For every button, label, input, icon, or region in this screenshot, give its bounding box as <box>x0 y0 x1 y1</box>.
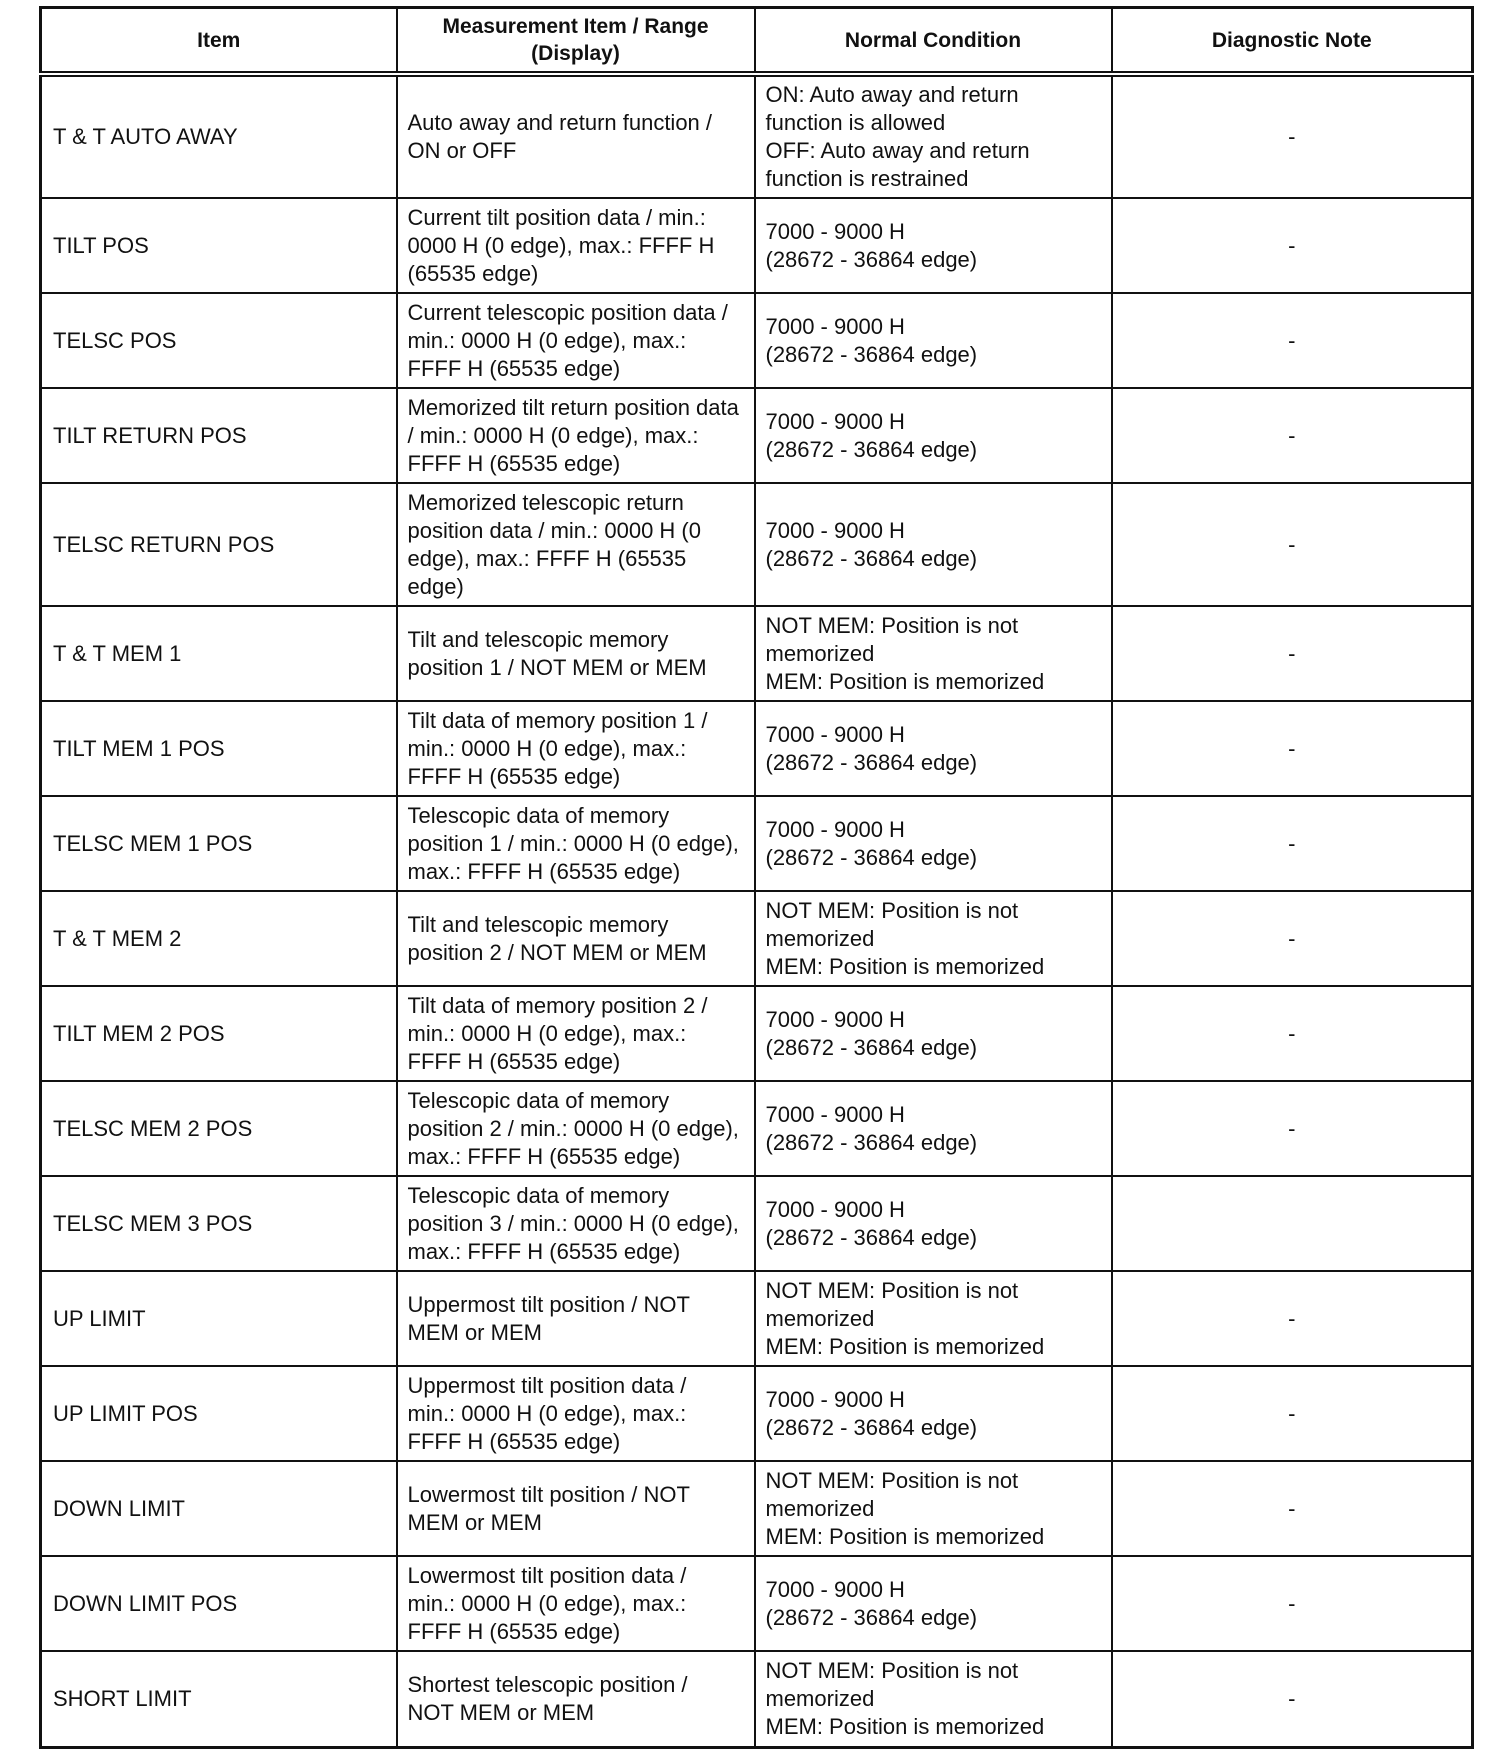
table-row <box>41 1651 1473 1747</box>
normal-condition-cell: 7000 - 9000 H (28672 - 36864 edge) <box>755 1081 1112 1176</box>
diagnostic-note-cell: - <box>1112 74 1473 198</box>
table-row <box>41 796 1473 891</box>
measurement-cell: Tilt and telescopic memory position 1 / NOT MEM or MEM <box>397 606 755 701</box>
table-row <box>41 1461 1473 1556</box>
item-cell: UP LIMIT POS <box>41 1366 397 1461</box>
table-body <box>41 74 1473 1747</box>
item-cell: SHORT LIMIT <box>41 1651 397 1747</box>
diagnostic-note-cell: - <box>1112 986 1473 1081</box>
table-row <box>41 986 1473 1081</box>
item-cell: DOWN LIMIT <box>41 1461 397 1556</box>
item-cell: UP LIMIT <box>41 1271 397 1366</box>
diagnostic-note-cell: - <box>1112 1651 1473 1747</box>
table-row <box>41 1176 1473 1271</box>
normal-condition-cell: 7000 - 9000 H (28672 - 36864 edge) <box>755 388 1112 483</box>
normal-condition-cell: 7000 - 9000 H (28672 - 36864 edge) <box>755 1366 1112 1461</box>
diagnostic-note-cell: - <box>1112 1271 1473 1366</box>
diagnostic-note-cell: - <box>1112 1461 1473 1556</box>
table-row <box>41 74 1473 198</box>
table-row <box>41 1556 1473 1651</box>
normal-condition-cell: 7000 - 9000 H (28672 - 36864 edge) <box>755 796 1112 891</box>
diagnostic-note-cell <box>1112 1176 1473 1271</box>
normal-condition-cell: 7000 - 9000 H (28672 - 36864 edge) <box>755 986 1112 1081</box>
diagnostic-note-cell: - <box>1112 1366 1473 1461</box>
measurement-cell: Lowermost tilt position / NOT MEM or MEM <box>397 1461 755 1556</box>
header-diagnostic-note: Diagnostic Note <box>1112 8 1473 75</box>
measurement-cell: Memorized tilt return position data / min.: 0000 H (0 edge), max.: FFFF H (65535 edge) <box>397 388 755 483</box>
diagnostic-note-cell: - <box>1112 293 1473 388</box>
diagnostic-note-cell: - <box>1112 606 1473 701</box>
header-measurement: Measurement Item / Range (Display) <box>397 8 755 75</box>
table-row <box>41 198 1473 293</box>
measurement-cell: Lowermost tilt position data / min.: 0000 H (0 edge), max.: FFFF H (65535 edge) <box>397 1556 755 1651</box>
table-row <box>41 388 1473 483</box>
normal-condition-cell: NOT MEM: Position is not memorized MEM: Position is memorized <box>755 1461 1112 1556</box>
measurement-cell: Tilt data of memory position 1 / min.: 0000 H (0 edge), max.: FFFF H (65535 edge) <box>397 701 755 796</box>
header-normal-condition: Normal Condition <box>755 8 1112 75</box>
table-row <box>41 1271 1473 1366</box>
measurement-cell: Telescopic data of memory position 3 / min.: 0000 H (0 edge), max.: FFFF H (65535 edge) <box>397 1176 755 1271</box>
item-cell: TELSC POS <box>41 293 397 388</box>
diagnostic-note-cell: - <box>1112 483 1473 606</box>
diagnostic-note-cell: - <box>1112 1556 1473 1651</box>
item-cell: TILT RETURN POS <box>41 388 397 483</box>
measurement-cell: Shortest telescopic position / NOT MEM or MEM <box>397 1651 755 1747</box>
item-cell: TELSC MEM 2 POS <box>41 1081 397 1176</box>
diagnostic-note-cell: - <box>1112 388 1473 483</box>
normal-condition-cell: ON: Auto away and return function is allowed OFF: Auto away and return function is restrained <box>755 74 1112 198</box>
diagnostic-note-cell: - <box>1112 796 1473 891</box>
item-cell: TILT MEM 2 POS <box>41 986 397 1081</box>
measurement-cell: Tilt data of memory position 2 / min.: 0000 H (0 edge), max.: FFFF H (65535 edge) <box>397 986 755 1081</box>
table-header <box>41 8 1473 75</box>
header-row <box>41 8 1473 75</box>
measurement-cell: Uppermost tilt position data / min.: 0000 H (0 edge), max.: FFFF H (65535 edge) <box>397 1366 755 1461</box>
normal-condition-cell: 7000 - 9000 H (28672 - 36864 edge) <box>755 483 1112 606</box>
measurement-cell: Tilt and telescopic memory position 2 / NOT MEM or MEM <box>397 891 755 986</box>
diagnostic-note-cell: - <box>1112 198 1473 293</box>
normal-condition-cell: 7000 - 9000 H (28672 - 36864 edge) <box>755 1556 1112 1651</box>
normal-condition-cell: NOT MEM: Position is not memorized MEM: Position is memorized <box>755 891 1112 986</box>
item-cell: T & T MEM 2 <box>41 891 397 986</box>
item-cell: TELSC MEM 3 POS <box>41 1176 397 1271</box>
data-list-table <box>39 6 1474 1749</box>
measurement-cell: Telescopic data of memory position 2 / min.: 0000 H (0 edge), max.: FFFF H (65535 edge) <box>397 1081 755 1176</box>
item-cell: TELSC RETURN POS <box>41 483 397 606</box>
measurement-cell: Auto away and return function / ON or OFF <box>397 74 755 198</box>
normal-condition-cell: NOT MEM: Position is not memorized MEM: Position is memorized <box>755 1651 1112 1747</box>
normal-condition-cell: 7000 - 9000 H (28672 - 36864 edge) <box>755 198 1112 293</box>
diagnostic-note-cell: - <box>1112 891 1473 986</box>
item-cell: DOWN LIMIT POS <box>41 1556 397 1651</box>
normal-condition-cell: 7000 - 9000 H (28672 - 36864 edge) <box>755 293 1112 388</box>
measurement-cell: Current tilt position data / min.: 0000 H (0 edge), max.: FFFF H (65535 edge) <box>397 198 755 293</box>
item-cell: TILT POS <box>41 198 397 293</box>
table-row <box>41 1081 1473 1176</box>
table-row <box>41 483 1473 606</box>
item-cell: TELSC MEM 1 POS <box>41 796 397 891</box>
table-row <box>41 293 1473 388</box>
header-item: Item <box>41 8 397 75</box>
measurement-cell: Current telescopic position data / min.: 0000 H (0 edge), max.: FFFF H (65535 edge) <box>397 293 755 388</box>
measurement-cell: Uppermost tilt position / NOT MEM or MEM <box>397 1271 755 1366</box>
diagnostic-note-cell: - <box>1112 1081 1473 1176</box>
normal-condition-cell: 7000 - 9000 H (28672 - 36864 edge) <box>755 1176 1112 1271</box>
item-cell: T & T AUTO AWAY <box>41 74 397 198</box>
normal-condition-cell: NOT MEM: Position is not memorized MEM: Position is memorized <box>755 1271 1112 1366</box>
measurement-cell: Memorized telescopic return position data / min.: 0000 H (0 edge), max.: FFFF H (65535 edge) <box>397 483 755 606</box>
table-row <box>41 1366 1473 1461</box>
item-cell: TILT MEM 1 POS <box>41 701 397 796</box>
measurement-cell: Telescopic data of memory position 1 / min.: 0000 H (0 edge), max.: FFFF H (65535 edge) <box>397 796 755 891</box>
normal-condition-cell: 7000 - 9000 H (28672 - 36864 edge) <box>755 701 1112 796</box>
diagnostic-note-cell: - <box>1112 701 1473 796</box>
table-row <box>41 606 1473 701</box>
item-cell: T & T MEM 1 <box>41 606 397 701</box>
table-row <box>41 891 1473 986</box>
table-row <box>41 701 1473 796</box>
normal-condition-cell: NOT MEM: Position is not memorized MEM: Position is memorized <box>755 606 1112 701</box>
